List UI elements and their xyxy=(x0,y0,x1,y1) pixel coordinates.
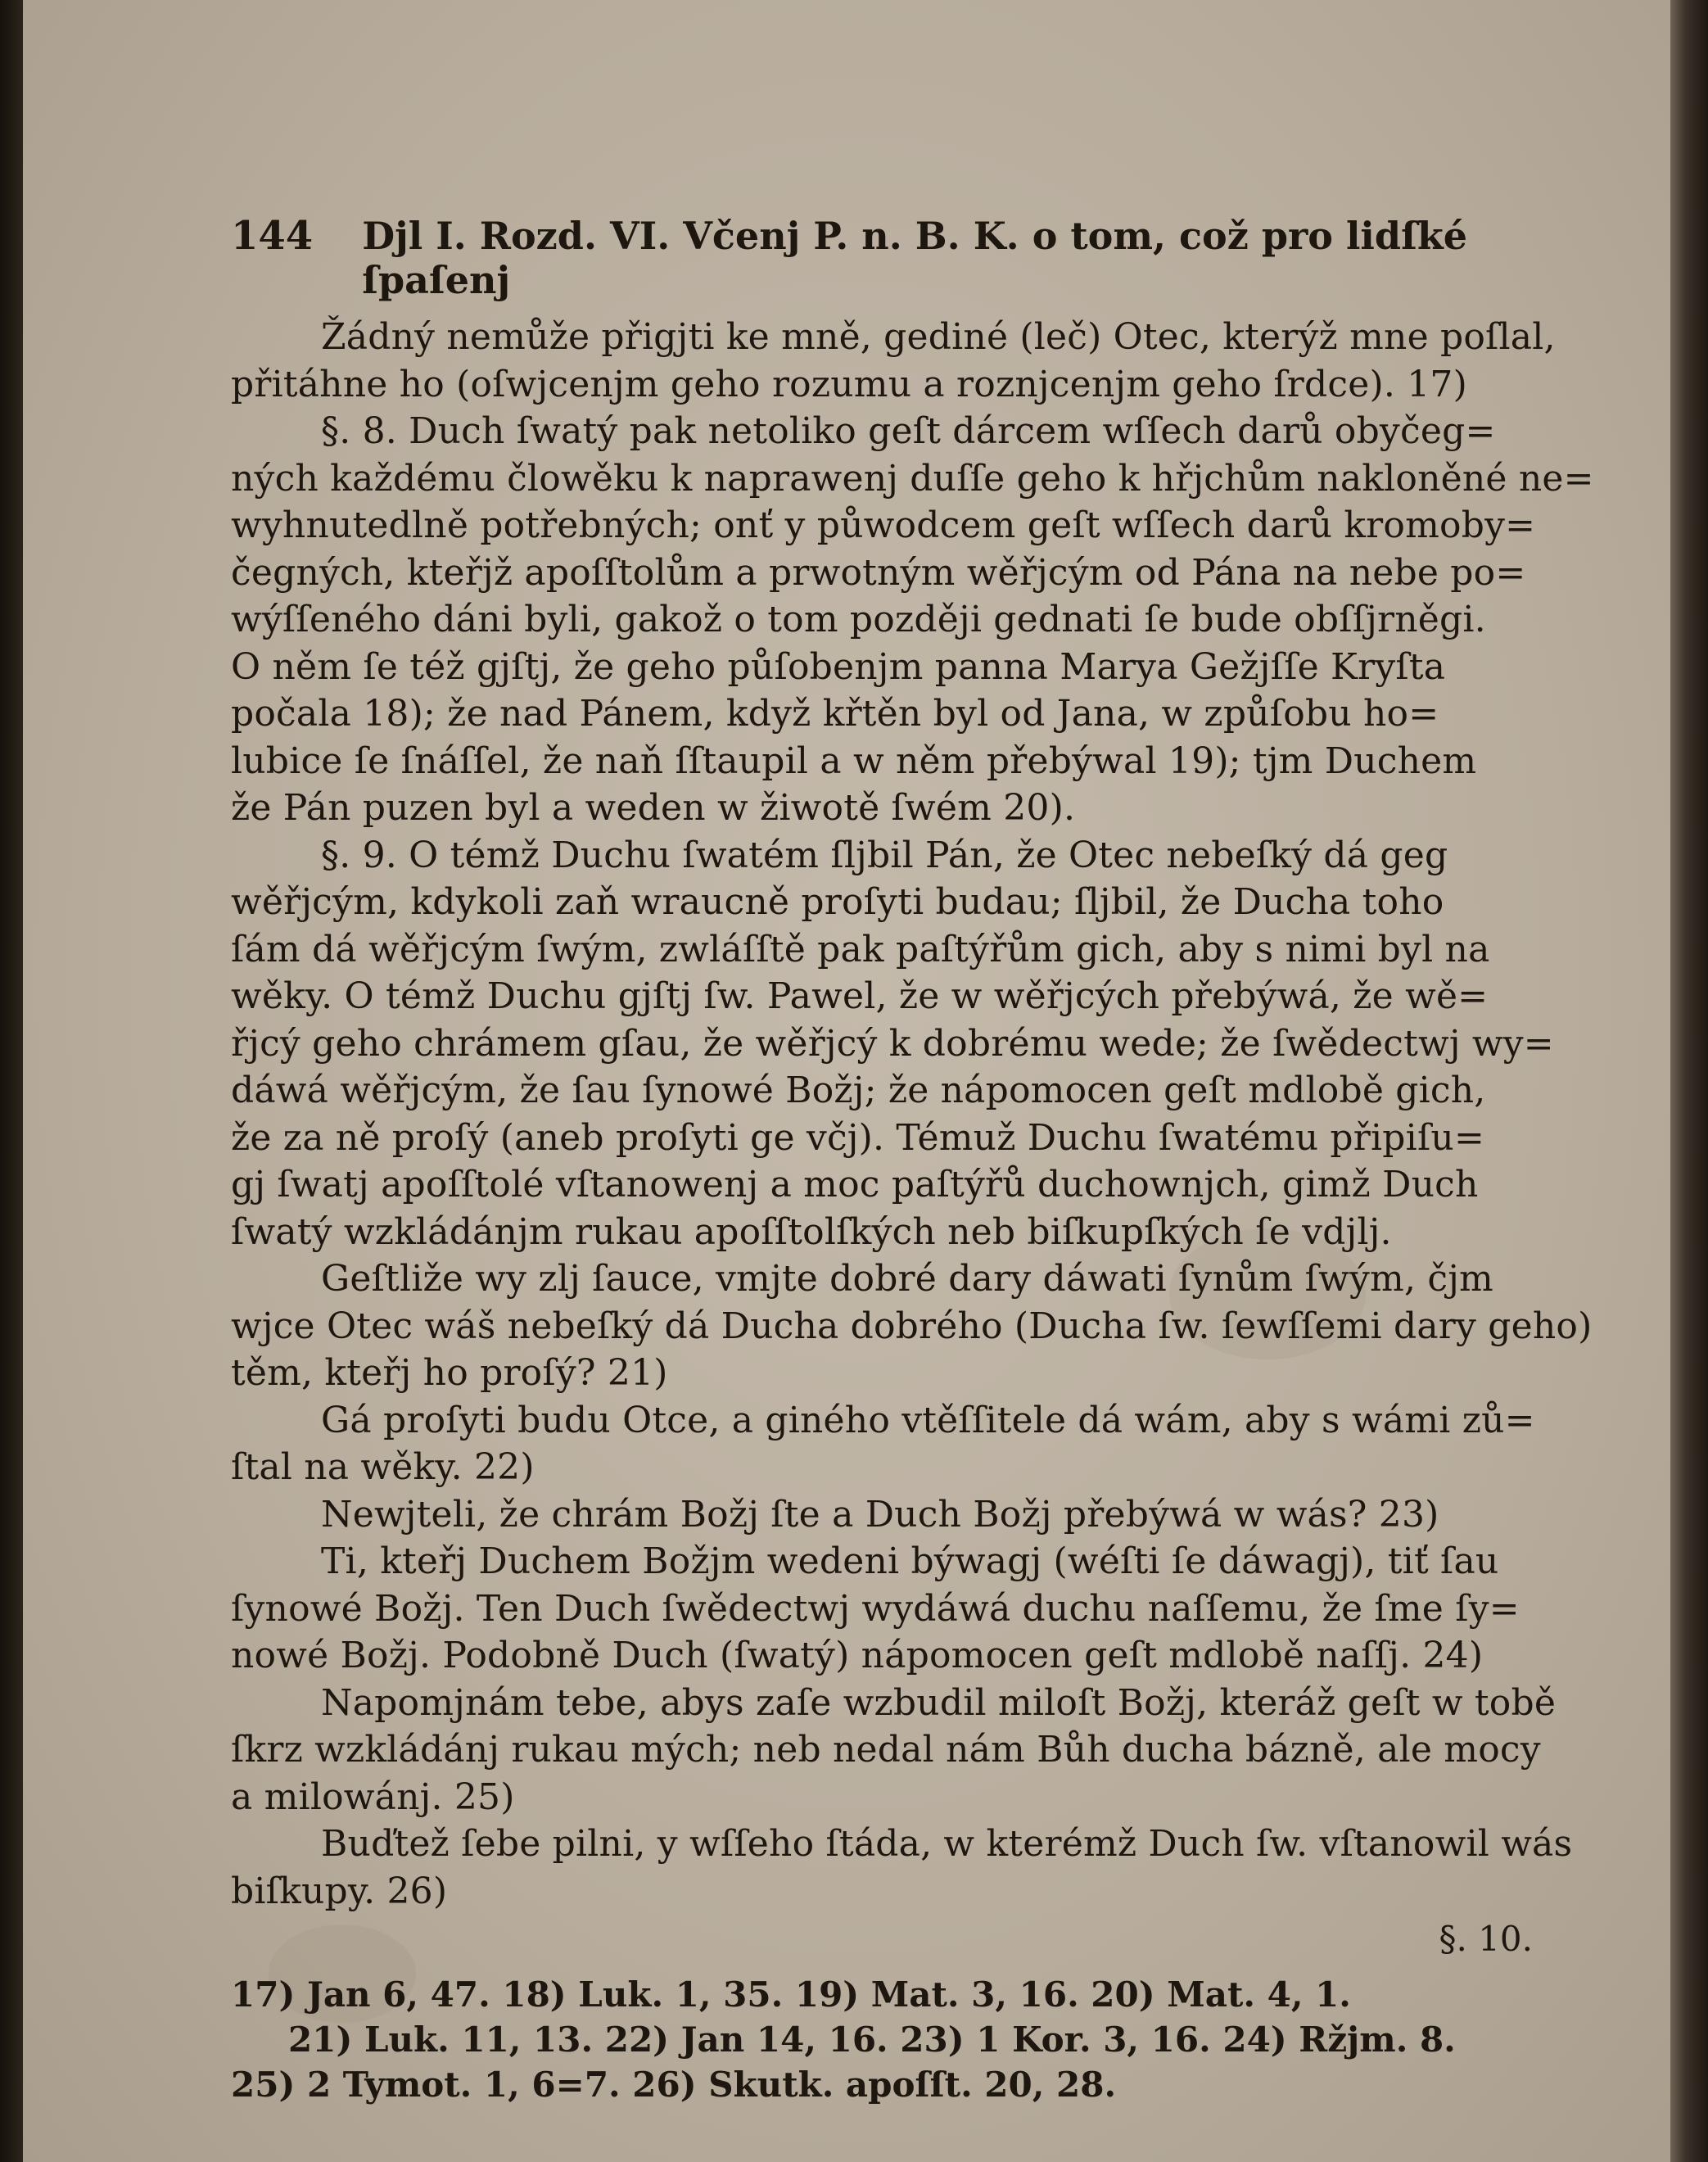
footnotes xyxy=(231,1972,1541,2107)
text-line: Geſtliže wy zlj ſauce, vmjte dobré dary dáwati ſynům ſwým, čjm xyxy=(321,1258,1493,1300)
text-line: Gá proſyti budu Otce, a giného vtěſſitele dá wám, aby s wámi zů= xyxy=(321,1399,1535,1441)
text-block xyxy=(231,213,1594,2107)
catchword: §. 10. xyxy=(1439,1919,1533,1959)
text-line: Žádný nemůže přigjti ke mně, gediné (leč) Otec, kterýž mne poſlal, xyxy=(321,316,1556,358)
text-line: wjce Otec wáš nebeſký dá Ducha dobrého (Ducha ſw. ſewſſemi dary geho) xyxy=(231,1305,1593,1347)
text-line: ných každému člowěku k naprawenj duſſe geho k hřjchům nakloněné ne= xyxy=(231,457,1594,500)
text-line: §. 9. O témž Duchu ſwatém ſljbil Pán, že Otec nebeſký dá geg xyxy=(321,834,1448,876)
text-line: Napomjnám tebe, abys zaſe wzbudil miloſt Božj, kteráž geſt w tobě xyxy=(321,1681,1557,1724)
text-line: §. 8. Duch ſwatý pak netoliko geſt dárcem wſſech darů obyčeg= xyxy=(321,410,1496,452)
text-line: že za ně proſý (aneb proſyti ge včj). Témuž Duchu ſwatému připiſu= xyxy=(231,1116,1485,1159)
text-line: čegných, kteřjž apoſſtolům a prwotným wěřjcým od Pána na nebe po= xyxy=(231,551,1526,594)
text-line: Ti, kteřj Duchem Božjm wedeni býwagj (wéſti ſe dáwagj), tiť ſau xyxy=(321,1540,1499,1582)
text-line: přitáhne ho (oſwjcenjm geho rozumu a roznjcenjm geho ſrdce). 17) xyxy=(231,363,1467,405)
text-line: Buďtež ſebe pilni, y wſſeho ſtáda, w kterémž Duch ſw. vſtanowil wás xyxy=(321,1823,1573,1865)
footnote-line: 25) 2 Tymot. 1, 6=7. 26) Skutk. apoſſt. 20, 28. xyxy=(231,2065,1117,2105)
page-number: 144 xyxy=(231,213,314,259)
text-line: wěřjcým, kdykoli zaň wraucně proſyti budau; ſljbil, že Ducha toho xyxy=(231,881,1444,923)
text-line: wýſſeného dáni byli, gakož o tom později gednati ſe bude obſſjrněgi. xyxy=(231,599,1486,640)
text-line: ſynowé Božj. Ten Duch ſwědectwj wydáwá duchu naſſemu, že ſme ſy= xyxy=(231,1587,1520,1630)
text-line: řjcý geho chrámem gſau, že wěřjcý k dobrému wede; že ſwědectwj wy= xyxy=(231,1022,1554,1065)
footnote-line: 21) Luk. 11, 13. 22) Jan 14, 16. 23) 1 Kor. 3, 16. 24) Ržjm. 8. xyxy=(288,2020,1456,2060)
body-text xyxy=(231,314,1594,1915)
text-line: wyhnutedlně potřebných; onť y půwodcem geſt wſſech darů kromoby= xyxy=(231,504,1536,546)
text-line: ſám dá wěřjcým ſwým, zwláſſtě pak paſtýřům gich, aby s nimi byl na xyxy=(231,928,1490,970)
text-line: lubice ſe ſnáſſel, že naň ſſtaupil a w něm přebýwal 19); tjm Duchem xyxy=(231,740,1477,782)
text-line: biſkupy. 26) xyxy=(231,1870,448,1912)
text-line: ſwatý wzkládánjm rukau apoſſtolſkých neb biſkupſkých ſe vdjlj. xyxy=(231,1210,1392,1253)
text-line: Newjteli, že chrám Božj ſte a Duch Božj přebýwá w wás? 23) xyxy=(321,1493,1439,1536)
text-line: dáwá wěřjcým, že ſau ſynowé Božj; že nápomocen geſt mdlobě gich, xyxy=(231,1070,1486,1111)
text-line: gj ſwatj apoſſtolé vſtanowenj a moc paſtýřů duchownjch, gimž Duch xyxy=(231,1164,1479,1205)
text-line: nowé Božj. Podobně Duch (ſwatý) nápomocen geſt mdlobě naſſj. 24) xyxy=(231,1635,1484,1676)
right-page-fold xyxy=(1670,0,1708,2162)
text-line: a milowánj. 25) xyxy=(231,1775,515,1818)
footnote-line: 17) Jan 6, 47. 18) Luk. 1, 35. 19) Mat. 3, 16. 20) Mat. 4, 1. xyxy=(231,1974,1351,2015)
text-line: že Pán puzen byl a weden w žiwotě ſwém 20). xyxy=(231,787,1076,829)
text-line: O něm ſe též gjſtj, že geho půſobenjm panna Marya Gežjſſe Kryſta xyxy=(231,645,1446,688)
text-line: počala 18); že nad Pánem, když křtěn byl od Jana, w způſobu ho= xyxy=(231,693,1439,735)
text-line: ſtal na wěky. 22) xyxy=(231,1446,535,1488)
running-head-title: Djl I. Rozd. VI. Včenj P. n. B. K. o tom, což pro lidſké ſpaſenj xyxy=(362,214,1467,302)
text-line: těm, kteřj ho proſý? 21) xyxy=(231,1352,668,1394)
running-header xyxy=(231,213,1541,302)
text-line: ſkrz wzkládánj rukau mých; neb nedal nám Bůh ducha bázně, ale mocy xyxy=(231,1729,1541,1771)
text-line: wěky. O témž Duchu gjſtj ſw. Pawel, že w wěřjcých přebýwá, že wě= xyxy=(231,975,1489,1017)
left-book-edge xyxy=(0,0,25,2162)
